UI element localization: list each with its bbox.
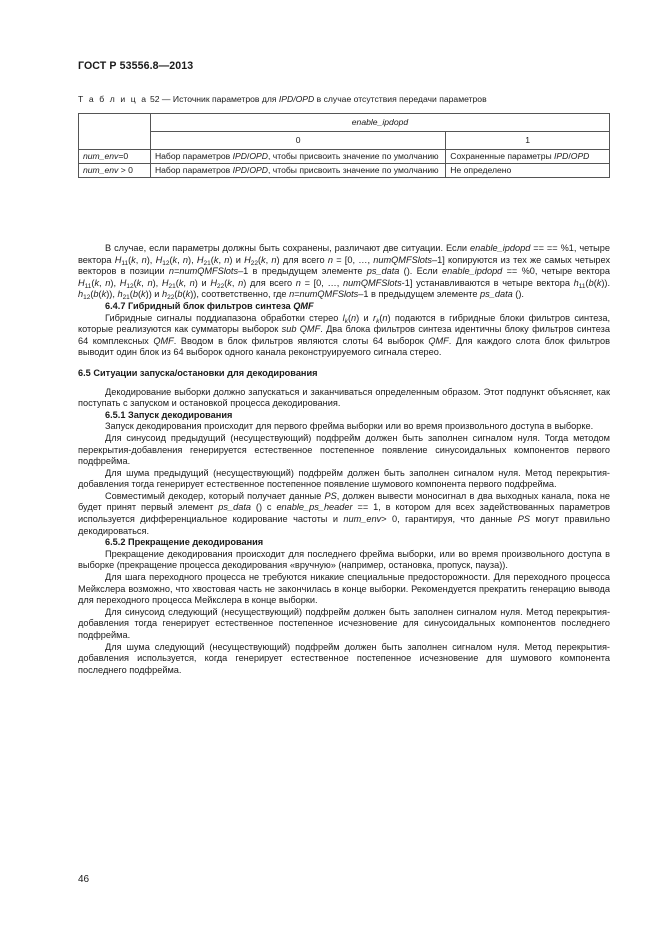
caption-label: Т а б л и ц а xyxy=(78,94,148,104)
paragraph: В случае, если параметры должны быть сохранены, различают две ситуации. Если enable_ipdopd == == %1, четыре вектора $H_{11}(k$, n), $H_{12}(k$, n), $H_{21}(k$, n) и $H_{22}(k$, n) для всего n = [0, …, numQMFSlots–1] копируются из тех же самых четырех векторов в позиции n=numQMFSlots–1 в предыдущем элементе ps_data (). Если enable_ipdopd == %0, четыре вектора $H_{11}(k$, n), $H_{12}(k$, n), $H_{21}(k$, n) и $H_{22}(k$, n) для всего n = [0, …, numQMFSlots-1] устанавливаются в четыре вектора $h_{11}(b(k))$. $h_{12}(b(k))$, $h_{21}(b(k))$ и $h_{22}(b(k))$, соответственно, где n=numQMFSlots–1 в предыдущем элементе ps_data (). xyxy=(78,243,611,302)
paragraph: Для шума предыдущий (несуществующий) подфрейм должен быть заполнен сигналом нуля. Метод перекрытия-добавления тогда генерирует естественное постепенное появление шумового компонента первого подфрейма. xyxy=(78,467,610,490)
row-condition: num_env=0 xyxy=(79,150,151,164)
section-heading-6-5: 6.5 Ситуации запуска/остановки для декодирования xyxy=(78,367,318,378)
page-number: 46 xyxy=(78,874,90,885)
section-heading-6-5-2: 6.5.2 Прекращение декодирования xyxy=(105,537,264,548)
caption-number: 52 xyxy=(149,94,160,104)
table-group-header xyxy=(150,114,609,132)
row-value-0: Набор параметров IPD/OPD, чтобы присвоить значение по умолчанию xyxy=(150,164,445,178)
parameter-source-table xyxy=(78,113,610,178)
body-text xyxy=(78,243,610,676)
row-value-1: Не определено xyxy=(446,164,610,178)
paragraph: Совместимый декодер, который получает данные PS, должен вывести моносигнал в два выходных канала, пока не будет принят первый элемент ps_data () с enable_ps_header == 1, в котором для всех задействованных параметров используется дифференциальное кодирование частоты и num_env> 0, гарантируя, что данные PS могут правильно декодироваться. xyxy=(78,490,611,536)
paragraph: Декодирование выборки должно запускаться и заканчиваться определенным образом. Этот подпункт объясняет, как поступать с запуском и остановкой процесса декодирования. xyxy=(78,386,610,409)
section-heading-6-5-1: 6.5.1 Запуск декодирования xyxy=(105,409,233,420)
col-header-0: 0 xyxy=(150,132,445,150)
col-header-1: 1 xyxy=(446,132,610,150)
table-corner-cell xyxy=(79,114,151,150)
paragraph: Для шага переходного процесса не требуются никакие специальные предосторожности. Для переходного процесса Мейкслера возможно, что хвостовая часть не закончилась в конце выборки. Рекомендуется прекратить генерацию вывода для переходного процесса Мейкслера в конце выборки. xyxy=(78,572,610,606)
paragraph: Гибридные сигналы поддиапазона обработки стерео $l_k(n)$ и $r_k(n)$ подаются в гибридные блоки фильтров синтеза, которые реализуются как сумматоры выборок sub QMF. Два блока фильтров синтеза идентичны блоку фильтров синтеза 64 комплексных QMF. Вводом в блок фильтров являются слоты 64 выборок QMF. Для каждого слота блок фильтров выводит один блок из 64 выборок одного канала реконструируемого сигнала стерео. xyxy=(78,312,611,358)
caption-dash: — Источник параметров для xyxy=(159,94,279,104)
paragraph: Для синусоид предыдущий (несуществующий) подфрейм должен быть заполнен сигналом нуля. Тогда методом перекрытия-добавления генерируется естественное постепенное появление синусоидальных компонентов первого подфрейма. xyxy=(78,432,610,467)
section-heading-6-4-7: 6.4.7 Гибридный блок фильтров синтеза QMF xyxy=(105,300,314,311)
paragraph: Запуск декодирования происходит для первого фрейма выборки или во время произвольного доступа в выборке. xyxy=(105,421,594,432)
row-condition: num_env > 0 xyxy=(79,164,151,178)
group-header-text: enable_ipdopd xyxy=(351,117,409,127)
table-header-row xyxy=(79,114,610,132)
row-value-0: Набор параметров IPD/OPD, чтобы присвоить значение по умолчанию xyxy=(150,150,445,164)
table-row xyxy=(79,150,610,164)
paragraph: Прекращение декодирования происходит для последнего фрейма выборки, или во время произвольного доступа в выборке (прекращение процесса декодирования «вручную» (например, остановка, пропуск, пауза)). xyxy=(78,548,610,571)
caption-italic: IPD/OPD xyxy=(278,94,315,104)
table-subheader-row xyxy=(79,132,610,150)
paragraph: Для синусоид следующий (несуществующий) подфрейм должен быть заполнен сигналом нуля. Метод перекрытия-добавления тогда генерирует естественное постепенное исчезновение для синусоидальных компонентов последнего подфрейма. xyxy=(78,606,610,640)
document-header: ГОСТ Р 53556.8—2013 xyxy=(78,60,194,72)
table-caption xyxy=(78,94,487,104)
caption-rest: в случае отсутствия передачи параметров xyxy=(314,94,487,104)
table-row xyxy=(79,164,610,178)
paragraph: Для шума следующий (несуществующий) подфрейм должен быть заполнен сигналом нуля. Метод перекрытия-добавления используется, когда генерирует естественное постепенное исчезновение для шумового компонента последнего подфрейма. xyxy=(78,641,610,675)
row-value-1: Сохраненные параметры IPD/OPD xyxy=(446,150,610,164)
